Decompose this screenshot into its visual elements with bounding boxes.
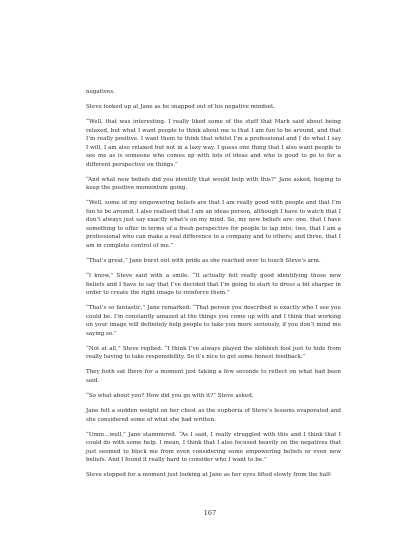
paragraph: “Not at all,” Steve replied. “I think I’ve always played the slobbish fool just to hide from really having to take responsibility. So it’s nice to get some honest feedback.” [86, 345, 341, 361]
paragraph: “So what about you? How did you go with it?” Steve asked. [86, 392, 254, 399]
paragraph: “And what new beliefs did you identify that would help with this?” Jane asked, hoping to keep the positive momentum going. [86, 176, 341, 192]
paragraph: “Umm…well,” Jane stammered. “As I said, I really struggled with this and I think that I could do with some help. I mean, I think that I also focused heavily on the negatives that just seemed to block me from even considering some empowering beliefs or even new beliefs. And I found it really hard to consider who I want to be.” [86, 431, 341, 464]
paragraph: Steve stopped for a moment just looking at Jane as her eyes lifted slowly from the half- [86, 472, 332, 479]
paragraph: Jane felt a sudden weight on her chest as the euphoria of Steve’s lessons evaporated and she considered some of what she had written. [86, 408, 341, 423]
page-number: 167 [203, 509, 217, 517]
paragraph: “That’s so fantastic,” Jane remarked. “That person you described is exactly who I see you could be. I’m constantly amazed at the things you come up with and I think that working on your image will definitely help people to take you more seriously, if you don’t mind me saying so.” [86, 305, 341, 337]
paragraph: “That’s great,” Jane burst out with pride as she reached over to touch Steve’s arm. [86, 257, 321, 264]
paragraph: They both sat there for a moment just taking a few seconds to reflect on what had been said. [86, 369, 341, 384]
paragraph: “Well, some of my empowering beliefs are that I am really good with people and that I’m fun to be around. I also realised that I am an ideas person, although I have to watch that I don’t always just say exactly what’s on my mind. So, my new beliefs are: one, that I have something to offer in terms of a fresh perspective for people to tap into; two, that I am a professional who can make a real difference to a company and to others; and three, that I am in complete control of me.” [86, 200, 341, 249]
paragraph: “Well, that was interesting. I really liked some of the stuff that Mark said about being relaxed, but what I want people to think about me is that I am fun to be around, and that I’m really positive. I want them to think that whilst I’m a professional and I do what I say I will, I am also relaxed but not in a lazy way. I guess one thing that I also want people to see me as is someone who comes up with lots of ideas and who is good to go to for a different perspective on things.” [86, 119, 341, 168]
body-text [86, 88, 341, 486]
paragraph: Steve looked up at Jane as he snapped out of his negative mindset. [86, 104, 276, 111]
paragraph: negatives. [86, 89, 115, 95]
paragraph: “I know,” Steve said with a smile. “It actually felt really good identifying those new beliefs and I have to say that I’ve decided that I’m going to start to dress a bit sharper in order to create the right image to reinforce them.” [86, 273, 341, 297]
